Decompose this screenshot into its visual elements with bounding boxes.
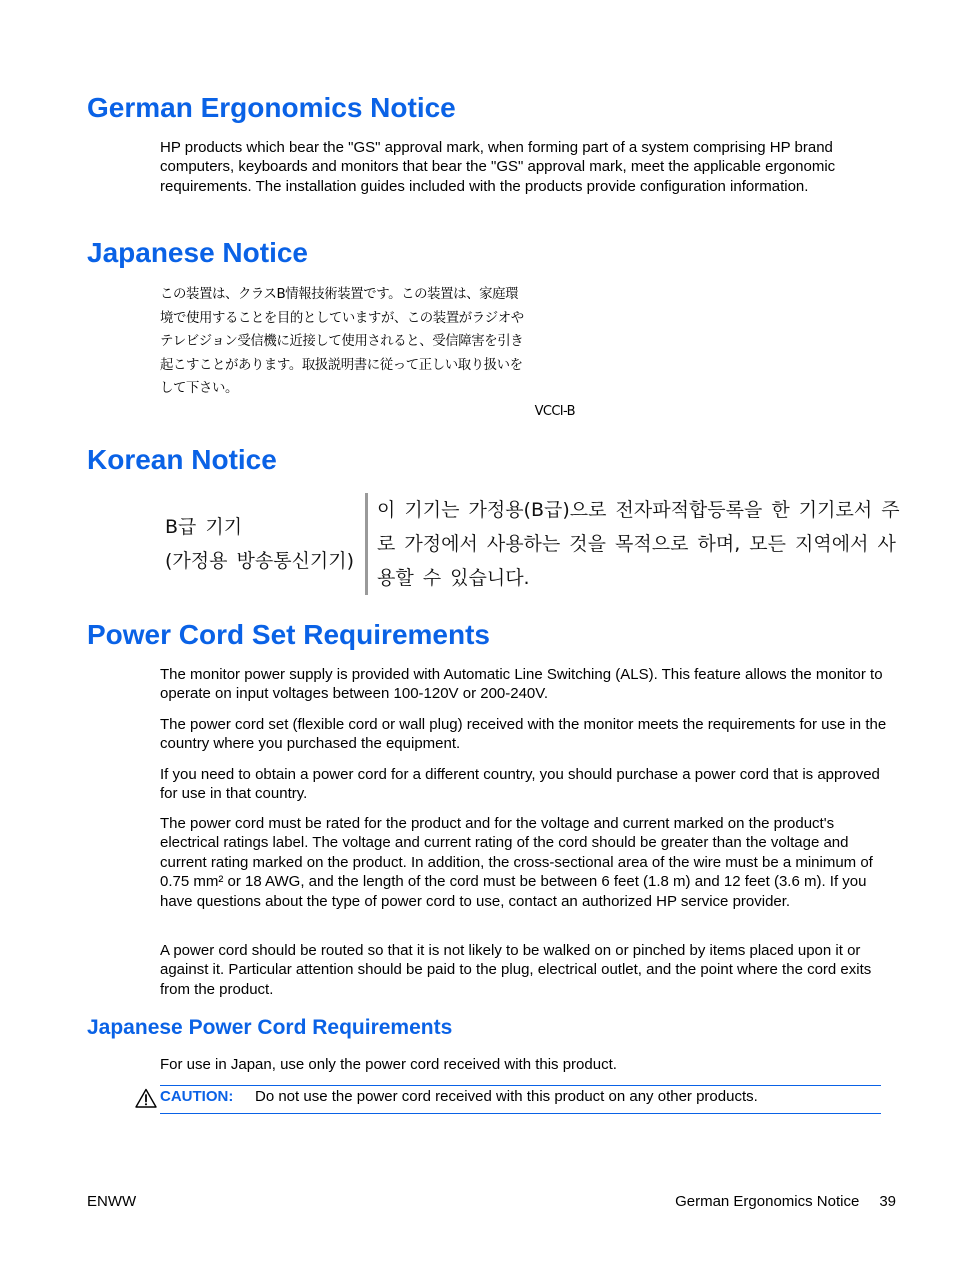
footer-doc-code: ENWW — [87, 1193, 137, 1210]
heading-japanese-power-cord: Japanese Power Cord Requirements — [87, 1016, 453, 1039]
korean-left-line: B급 기기 — [165, 516, 243, 538]
heading-japanese-notice: Japanese Notice — [87, 237, 308, 268]
page-number: 39 — [879, 1193, 896, 1210]
korean-left-line: (가정용 방송통신기기) — [165, 550, 355, 572]
japanese-power-text: For use in Japan, use only the power cord received with this product. — [160, 1056, 617, 1073]
power-paragraph: A power cord should be routed so that it is not likely to be walked on or pinched by items placed upon it or against it. Particular attention should be paid to the plug, electrical outlet, and the point where the cord exits from the product. — [160, 942, 872, 998]
caution-text: Do not use the power cord received with this product on any other products. — [255, 1088, 758, 1105]
power-paragraph: If you need to obtain a power cord for a different country, you should purchase a power cord that is approved for use in that country. — [160, 766, 880, 803]
power-paragraph: The monitor power supply is provided with Automatic Line Switching (ALS). This feature allows the monitor to operate on input voltages between 100-120V or 200-240V. — [160, 666, 883, 703]
japanese-line: 起こすことがあります。取扱説明書に従って正しい取り扱いを — [160, 357, 523, 373]
power-paragraph: The power cord must be rated for the product and for the voltage and current marked on the product's electrical ratings label. The voltage and current rating of the cord should be greater than the voltage and current rating marked on the product. In addition, the cross-sectional area of the wire must be a minimum of 0.75 mm² or 18 AWG, and the length of the cord must be between 6 feet (1.8 m) and 12 feet (3.6 m). If you have questions about the type of power cord to use, contact an authorized HP service provider. — [160, 815, 873, 910]
warning-icon — [135, 1088, 157, 1108]
korean-class-label — [165, 510, 354, 578]
japanese-line: テレビジョン受信機に近接して使用されると、受信障害を引き — [160, 334, 524, 350]
footer-section-title: German Ergonomics Notice — [675, 1193, 860, 1210]
caution-box — [160, 1085, 881, 1114]
korean-right-line: 로 가정에서 사용하는 것을 목적으로 하며, 모든 지역에서 사 — [377, 533, 896, 555]
heading-german-ergonomics: German Ergonomics Notice — [87, 92, 456, 123]
japanese-line: 境で使用することを目的としていますが、この装置がラジオや — [160, 310, 524, 326]
japanese-line: して下さい。 — [160, 381, 238, 397]
heading-power-cord-set: Power Cord Set Requirements — [87, 619, 490, 650]
japanese-line: この装置は、クラスB情報技術装置です。この装置は、家庭環 — [160, 287, 519, 302]
korean-notice-text — [377, 493, 912, 595]
power-paragraph: The power cord set (flexible cord or wall plug) received with the monitor meets the requirements for use in the country where you purchased the equipment. — [160, 716, 887, 753]
caution-label: CAUTION: — [160, 1088, 234, 1105]
heading-korean-notice: Korean Notice — [87, 444, 277, 475]
vcci-mark: VCCI-B — [534, 404, 575, 419]
japanese-notice-text — [160, 283, 578, 401]
korean-divider — [365, 493, 368, 595]
german-notice-text: HP products which bear the "GS" approval mark, when forming part of a system comprising HP brand computers, keyboards and monitors that bear the "GS" approval mark, meet the applicable ergonomic requirements. The installation guides included with the products provide configuration information. — [160, 139, 836, 195]
footer-right — [675, 1192, 896, 1211]
korean-right-line: 이 기기는 가정용(B급)으로 전자파적합등록을 한 기기로서 주 — [377, 499, 900, 521]
korean-right-line: 용할 수 있습니다. — [377, 567, 530, 589]
